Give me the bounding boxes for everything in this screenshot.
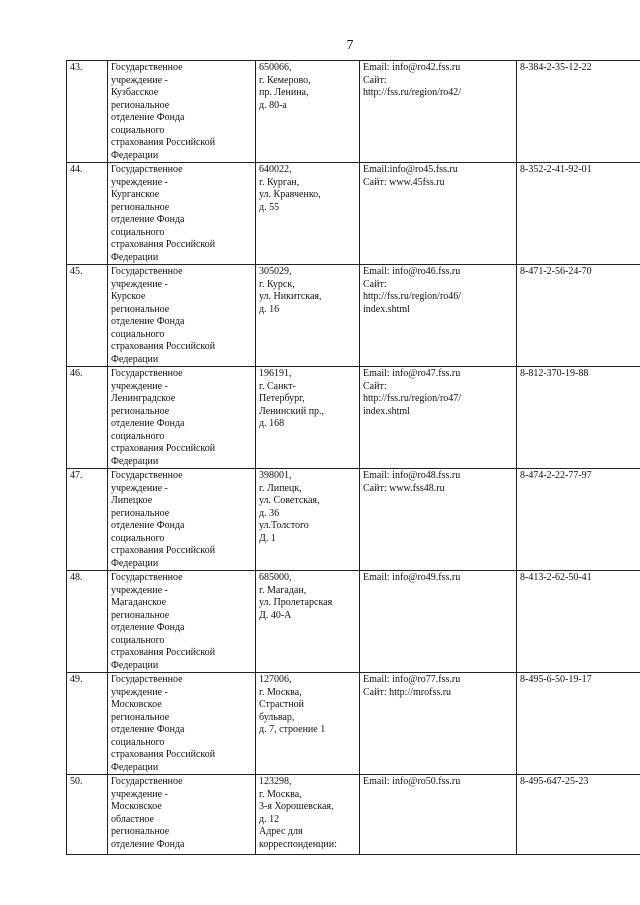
organization-name: Государственное учреждение - Липецкое региональное отделение Фонда социального страхования Российской Федерации <box>108 469 256 571</box>
organization-phone: 8-495-647-25-23 <box>517 775 640 855</box>
row-number: 50. <box>67 775 108 855</box>
table-row <box>67 469 640 571</box>
row-number: 47. <box>67 469 108 571</box>
organization-contacts: Email: info@ro42.fss.ru Сайт: http://fss.ru/region/ro42/ <box>360 61 517 163</box>
row-number: 46. <box>67 367 108 469</box>
organization-contacts: Email: info@ro50.fss.ru <box>360 775 517 855</box>
organization-contacts: Email: info@ro49.fss.ru <box>360 571 517 673</box>
table-row <box>67 163 640 265</box>
organization-contacts: Email: info@ro77.fss.ru Сайт: http://mrofss.ru <box>360 673 517 775</box>
table-row <box>67 367 640 469</box>
organization-contacts: Email: info@ro46.fss.ru Сайт: http://fss.ru/region/ro46/ index.shtml <box>360 265 517 367</box>
organization-name: Государственное учреждение - Московское областное региональное отделение Фонда <box>108 775 256 855</box>
page-number: 7 <box>346 38 354 53</box>
organization-phone: 8-384-2-35-12-22 <box>517 61 640 163</box>
row-number: 45. <box>67 265 108 367</box>
organization-phone: 8-413-2-62-50-41 <box>517 571 640 673</box>
row-number: 48. <box>67 571 108 673</box>
organization-contacts: Email: info@ro47.fss.ru Сайт: http://fss.ru/region/ro47/ index.shtml <box>360 367 517 469</box>
organization-contacts: Email: info@ro48.fss.ru Сайт: www.fss48.ru <box>360 469 517 571</box>
fss-branches-table <box>66 60 640 855</box>
organization-name: Государственное учреждение - Московское региональное отделение Фонда социального страхования Российской Федерации <box>108 673 256 775</box>
organization-address: 127006, г. Москва, Страстной бульвар, д. 7, строение 1 <box>256 673 360 775</box>
organization-address: 650066, г. Кемерово, пр. Ленина, д. 80-а <box>256 61 360 163</box>
table-row <box>67 775 640 855</box>
organization-address: 640022, г. Курган, ул. Кравченко, д. 55 <box>256 163 360 265</box>
row-number: 43. <box>67 61 108 163</box>
table-row <box>67 61 640 163</box>
organization-name: Государственное учреждение - Курское региональное отделение Фонда социального страхования Российской Федерации <box>108 265 256 367</box>
row-number: 44. <box>67 163 108 265</box>
table-row <box>67 265 640 367</box>
organization-name: Государственное учреждение - Курганское региональное отделение Фонда социального страхования Российской Федерации <box>108 163 256 265</box>
organization-phone: 8-474-2-22-77-97 <box>517 469 640 571</box>
table-row <box>67 673 640 775</box>
organization-phone: 8-812-370-19-88 <box>517 367 640 469</box>
organization-phone: 8-495-6-50-19-17 <box>517 673 640 775</box>
organization-phone: 8-471-2-56-24-70 <box>517 265 640 367</box>
organization-name: Государственное учреждение - Ленинградское региональное отделение Фонда социального страхования Российской Федерации <box>108 367 256 469</box>
organization-address: 305029, г. Курск, ул. Никитская, д. 16 <box>256 265 360 367</box>
organization-address: 398001, г. Липецк, ул. Советская, д. 36 ул.Толстого Д. 1 <box>256 469 360 571</box>
organization-address: 685000, г. Магадан, ул. Пролетарская Д. 40-А <box>256 571 360 673</box>
organization-name: Государственное учреждение - Магаданское региональное отделение Фонда социального страхования Российской Федерации <box>108 571 256 673</box>
organization-contacts: Email:info@ro45.fss.ru Сайт: www.45fss.ru <box>360 163 517 265</box>
organization-address: 196191, г. Санкт- Петербург, Ленинский пр., д. 168 <box>256 367 360 469</box>
organization-phone: 8-352-2-41-92-01 <box>517 163 640 265</box>
organization-name: Государственное учреждение - Кузбасское региональное отделение Фонда социального страхования Российской Федерации <box>108 61 256 163</box>
table-row <box>67 571 640 673</box>
organization-address: 123298, г. Москва, 3-я Хорошевская, д. 12 Адрес для корреспонденции: <box>256 775 360 855</box>
row-number: 49. <box>67 673 108 775</box>
